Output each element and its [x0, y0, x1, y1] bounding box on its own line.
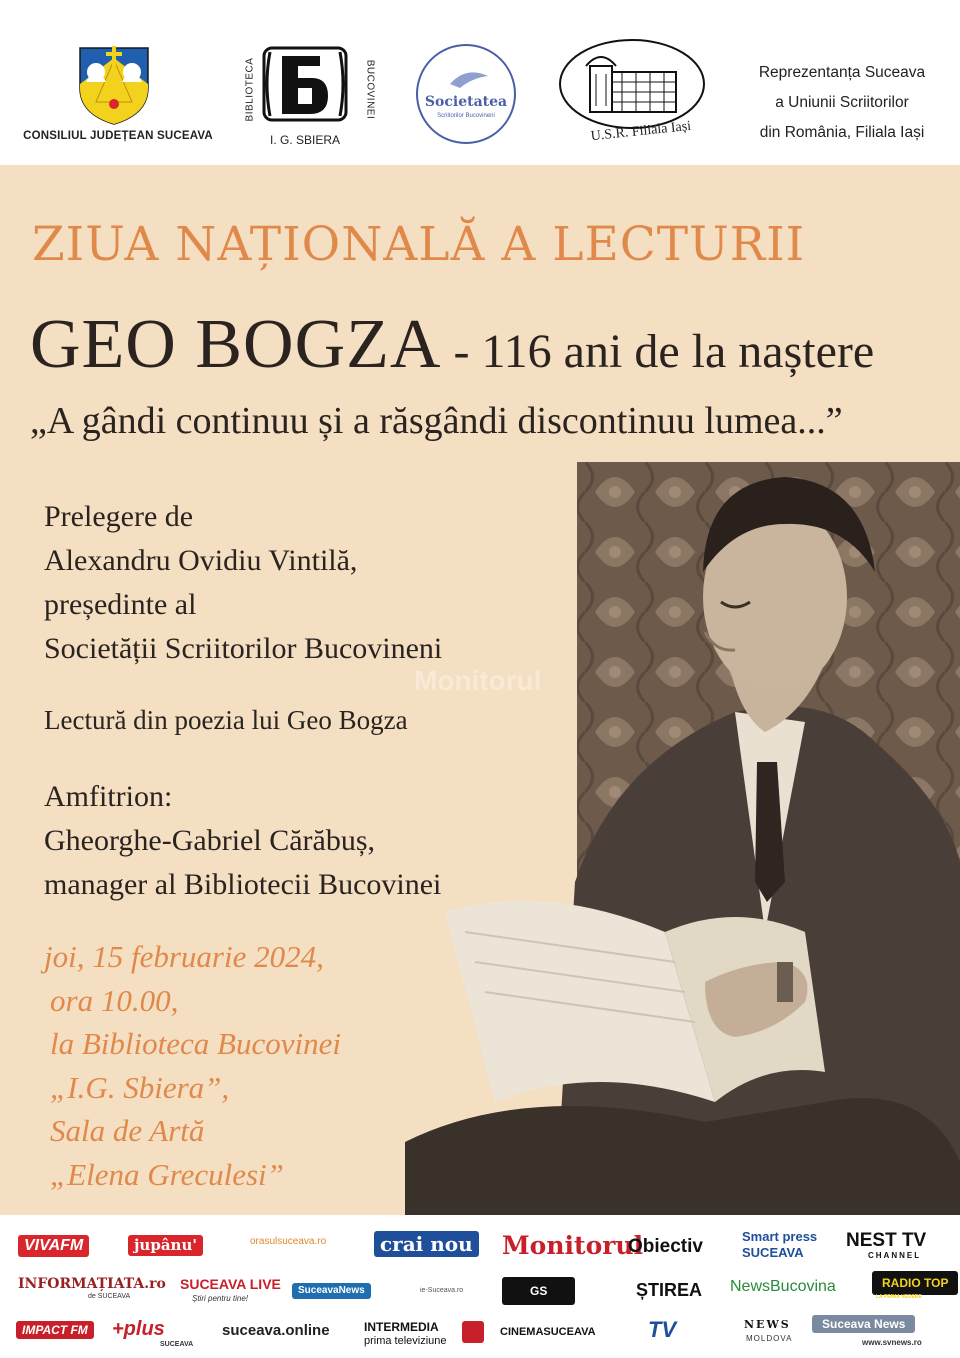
sponsor-impactfm: IMPACT FM [16, 1321, 94, 1339]
poster-body [0, 165, 960, 1215]
header-logos [0, 0, 960, 165]
representation-line: din România, Filiala Iași [759, 124, 925, 141]
sponsor-obiectiv: Obiectiv [628, 1236, 703, 1257]
host-line: Amfitrion: [44, 780, 173, 813]
sponsor-news-sub: MOLDOVA [746, 1334, 793, 1343]
play-icon [462, 1321, 484, 1343]
representation-line: Reprezentanța Suceava [758, 64, 926, 81]
sponsor-iesuceava: ie-Suceava.ro [420, 1287, 464, 1294]
sponsor-news: NEWS [744, 1318, 791, 1331]
sponsor-suceavalive: SUCEAVA LIVE [180, 1276, 281, 1292]
representation-line: a Uniunii Scriitorilor [775, 94, 909, 111]
sponsor-intermedia: INTERMEDIA [364, 1320, 439, 1334]
sponsor-newsbucovina: NewsBucovina [730, 1278, 836, 1295]
library-logo [230, 44, 380, 152]
lecture-line: Alexandru Ovidiu Vintilă, [44, 544, 358, 577]
sponsor-informatia: INFORMAȚIATA.ro [18, 1276, 166, 1292]
sponsor-nesttv: NEST TV [846, 1230, 927, 1251]
host-block [44, 775, 524, 907]
when-line: Sala de Artă [50, 1113, 205, 1148]
society-sub: Scriitorilor Bucovineni [437, 113, 495, 119]
county-council-label: CONSILIUL JUDEȚEAN SUCEAVA [23, 130, 213, 142]
lecture-line: Societății Scriitorilor Bucovineni [44, 632, 443, 665]
sponsor-cinemasuceava: CINEMASUCEAVA [500, 1326, 596, 1338]
library-side-right: BUCOVINEI [364, 59, 376, 120]
library-b-icon [260, 44, 350, 124]
sponsor-monitorul: Monitorul [502, 1231, 644, 1260]
author-name: GEO BOGZA [30, 306, 442, 383]
sponsor-jupanu: jupânu' [128, 1235, 203, 1256]
host-line: manager al Bibliotecii Bucovinei [44, 868, 442, 901]
reading-text: Lectură din poezia lui Geo Bogza [44, 705, 408, 735]
anniversary-text: - 116 ani de la naștere [441, 325, 875, 378]
media-partners [0, 1215, 960, 1358]
county-crest-icon [76, 42, 152, 126]
sponsor-suceavanews: SuceavaNews [292, 1283, 371, 1299]
sponsor-intermedia-sub: prima televiziune [364, 1335, 447, 1347]
society-name: Societatea [424, 94, 508, 110]
sponsor-smartpress: Smart press SUCEAVA [742, 1229, 818, 1260]
author-quote: „A gândi continuu și a răsgândi discontinuu lumea...” [30, 400, 843, 442]
sponsor-informatia-sub: de SUCEAVA [88, 1293, 131, 1300]
lecture-block [44, 495, 524, 671]
lecture-line: Prelegere de [44, 500, 194, 533]
when-line: „I.G. Sbiera”, [50, 1069, 230, 1105]
when-line: ora 10.00, [50, 982, 179, 1018]
when-line: joi, 15 februarie 2024, [44, 939, 324, 974]
sponsor-radiotop-sub: LA PRIMA VEDERE [876, 1294, 922, 1300]
county-council-logo [18, 38, 218, 150]
sponsor-suceavaonline: suceava.online [222, 1322, 330, 1339]
sponsor-svnews: Suceava News [812, 1315, 915, 1333]
sponsor-vivafm: VIVAFM [18, 1235, 89, 1257]
writers-society-logo [414, 42, 518, 146]
when-line: la Biblioteca Bucovinei [50, 1026, 341, 1061]
sponsor-crainou: crai nou [374, 1231, 479, 1257]
host-line: Gheorghe-Gabriel Cărăbuș, [44, 824, 375, 857]
sponsor-stirea: ȘTIREA [636, 1280, 703, 1300]
sponsor-suceavalive-sub: Știri pentru tine! [192, 1294, 249, 1303]
library-side-left: BIBLIOTECA [244, 57, 256, 122]
lecture-line: președinte al [44, 588, 197, 621]
when-line: „Elena Greculesi” [50, 1156, 284, 1192]
sponsor-svnews-url: www.svnews.ro [862, 1338, 922, 1347]
sponsor-orasulsuceava: orasulsuceava.ro [250, 1236, 327, 1247]
watermark-text: Monitorul [414, 665, 542, 696]
sponsor-radiotop: RADIO TOP [872, 1271, 958, 1295]
author-heading [30, 305, 874, 385]
library-name: I. G. SBIERA [269, 133, 341, 147]
date-venue-block [44, 935, 464, 1196]
sponsor-tv: TV [648, 1317, 677, 1342]
sponsor-plus: +plus [112, 1318, 165, 1340]
sponsor-nesttv-sub: CHANNEL [868, 1251, 922, 1260]
sponsor-plus-sub: SUCEAVA [160, 1341, 194, 1348]
usr-iasi-logo [556, 36, 708, 148]
representation-text [724, 58, 960, 148]
usr-building-icon [556, 36, 708, 132]
usr-caption: U.S.R. Filiala Iași [590, 118, 692, 145]
sponsor-gs: GS [502, 1277, 575, 1305]
event-title: ZIUA NAȚIONALĂ A LECTURII [32, 217, 806, 272]
